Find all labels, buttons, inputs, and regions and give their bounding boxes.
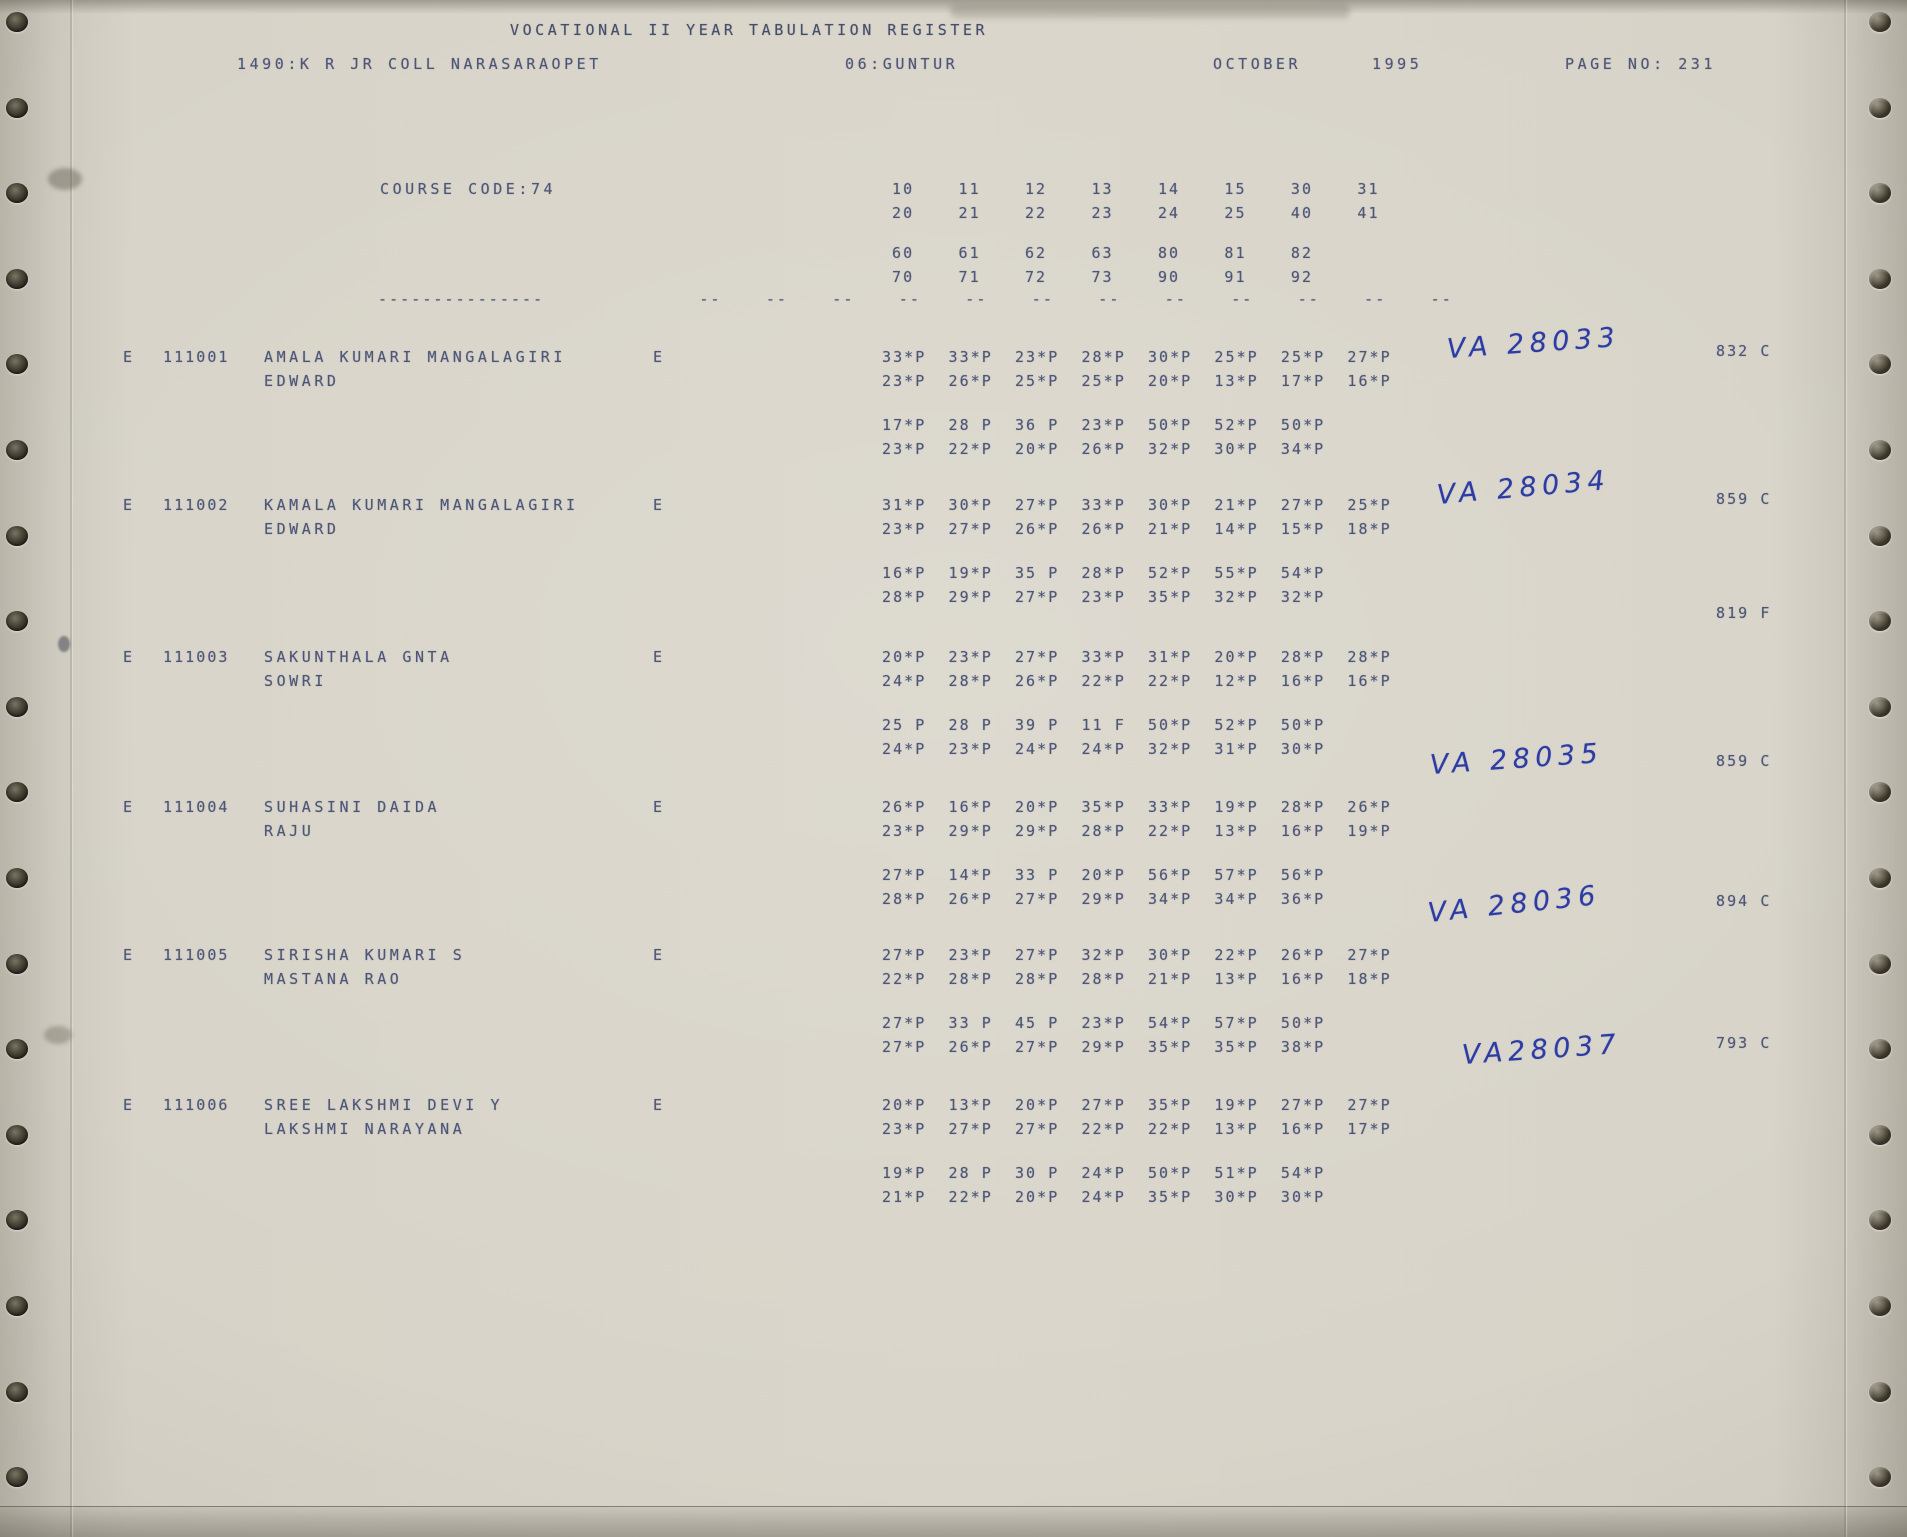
marks-line-1: 33*P 33*P 23*P 28*P 30*P 25*P 25*P 27*P xyxy=(882,348,1392,366)
roll-number: 111006 xyxy=(163,1096,230,1114)
student-name: SUHASINI DAIDA xyxy=(264,798,441,816)
subject-code-row-3: 60 61 62 63 80 81 82 xyxy=(892,244,1314,262)
parent-name: RAJU xyxy=(264,822,315,840)
total-marks-result: 894 C xyxy=(1716,892,1772,910)
punch-hole xyxy=(1869,526,1891,546)
marks-line-1: 20*P 23*P 27*P 33*P 31*P 20*P 28*P 28*P xyxy=(882,648,1392,666)
page-number: PAGE NO: 231 xyxy=(1565,55,1716,73)
marks-line-4: 27*P 26*P 27*P 29*P 35*P 35*P 38*P xyxy=(882,1038,1326,1056)
subject-code-row-1: 10 11 12 13 14 15 30 31 xyxy=(892,180,1380,198)
punch-hole xyxy=(1869,868,1891,888)
student-name: SREE LAKSHMI DEVI Y xyxy=(264,1096,504,1114)
marks-line-4: 23*P 22*P 20*P 26*P 32*P 30*P 34*P xyxy=(882,440,1326,458)
punch-hole xyxy=(1869,954,1891,974)
report-title: VOCATIONAL II YEAR TABULATION REGISTER xyxy=(510,21,989,39)
marks-line-4: 28*P 29*P 27*P 23*P 35*P 32*P 32*P xyxy=(882,588,1326,606)
total-marks-result: 832 C xyxy=(1716,342,1772,360)
subject-code-row-2: 20 21 22 23 24 25 40 41 xyxy=(892,204,1380,222)
medium-flag: E xyxy=(653,946,665,964)
punch-hole xyxy=(1869,98,1891,118)
district-code-name: 06:GUNTUR xyxy=(845,55,959,73)
marks-line-1: 27*P 23*P 27*P 32*P 30*P 22*P 26*P 27*P xyxy=(882,946,1392,964)
parent-name: EDWARD xyxy=(264,520,340,538)
scan-artifact xyxy=(950,4,1350,18)
medium-flag: E xyxy=(653,648,665,666)
parent-name: MASTANA RAO xyxy=(264,970,403,988)
punch-hole xyxy=(6,1210,28,1230)
punch-hole xyxy=(6,98,28,118)
marks-line-1: 26*P 16*P 20*P 35*P 33*P 19*P 28*P 26*P xyxy=(882,798,1392,816)
marks-line-2: 22*P 28*P 28*P 28*P 21*P 13*P 16*P 18*P xyxy=(882,970,1392,988)
medium-flag: E xyxy=(653,348,665,366)
roll-number: 111002 xyxy=(163,496,230,514)
paper-smudge xyxy=(44,1026,72,1044)
punch-hole xyxy=(1869,1125,1891,1145)
medium-flag: E xyxy=(653,798,665,816)
punch-hole xyxy=(6,354,28,374)
tractor-feed-crease-left xyxy=(70,0,72,1537)
total-marks-result: 859 C xyxy=(1716,752,1772,770)
language-flag: E xyxy=(123,798,135,816)
total-marks-result: 819 F xyxy=(1716,604,1772,622)
marks-line-4: 24*P 23*P 24*P 24*P 32*P 31*P 30*P xyxy=(882,740,1326,758)
handwritten-voucher-number: VA 28034 xyxy=(1435,464,1612,511)
language-flag: E xyxy=(123,648,135,666)
punch-hole xyxy=(1869,1467,1891,1487)
punch-hole xyxy=(6,526,28,546)
total-marks-result: 793 C xyxy=(1716,1034,1772,1052)
marks-line-2: 23*P 27*P 26*P 26*P 21*P 14*P 15*P 18*P xyxy=(882,520,1392,538)
tractor-feed-crease-right xyxy=(1844,0,1846,1537)
handwritten-voucher-number: VA 28033 xyxy=(1445,321,1622,365)
separator-line: --------------- -- -- -- -- -- -- -- -- -- -- -- -- xyxy=(378,290,1453,308)
punch-hole xyxy=(6,1039,28,1059)
punch-hole xyxy=(6,269,28,289)
marks-line-3: 17*P 28 P 36 P 23*P 50*P 52*P 50*P xyxy=(882,416,1326,434)
marks-line-3: 27*P 14*P 33 P 20*P 56*P 57*P 56*P xyxy=(882,866,1326,884)
exam-month: OCTOBER xyxy=(1213,55,1302,73)
marks-line-2: 23*P 29*P 29*P 28*P 22*P 13*P 16*P 19*P xyxy=(882,822,1392,840)
marks-line-1: 31*P 30*P 27*P 33*P 30*P 21*P 27*P 25*P xyxy=(882,496,1392,514)
marks-line-3: 16*P 19*P 35 P 28*P 52*P 55*P 54*P xyxy=(882,564,1326,582)
language-flag: E xyxy=(123,496,135,514)
student-name: SIRISHA KUMARI S xyxy=(264,946,466,964)
punch-hole xyxy=(6,1125,28,1145)
marks-line-2: 24*P 28*P 26*P 22*P 22*P 12*P 16*P 16*P xyxy=(882,672,1392,690)
marks-line-2: 23*P 26*P 25*P 25*P 20*P 13*P 17*P 16*P xyxy=(882,372,1392,390)
language-flag: E xyxy=(123,1096,135,1114)
roll-number: 111001 xyxy=(163,348,230,366)
punch-hole xyxy=(1869,354,1891,374)
punch-hole xyxy=(6,1382,28,1402)
subject-code-row-4: 70 71 72 73 90 91 92 xyxy=(892,268,1314,286)
parent-name: EDWARD xyxy=(264,372,340,390)
punch-hole xyxy=(6,697,28,717)
roll-number: 111005 xyxy=(163,946,230,964)
student-name: KAMALA KUMARI MANGALAGIRI xyxy=(264,496,579,514)
punch-hole xyxy=(6,954,28,974)
pen-mark xyxy=(58,636,70,652)
medium-flag: E xyxy=(653,496,665,514)
exam-year: 1995 xyxy=(1372,55,1423,73)
marks-line-1: 20*P 13*P 20*P 27*P 35*P 19*P 27*P 27*P xyxy=(882,1096,1392,1114)
paper-smudge xyxy=(48,168,82,190)
punch-hole xyxy=(6,1296,28,1316)
punch-hole xyxy=(1869,269,1891,289)
punch-hole xyxy=(1869,1039,1891,1059)
punch-hole xyxy=(6,611,28,631)
punch-hole xyxy=(6,868,28,888)
marks-line-3: 25 P 28 P 39 P 11 F 50*P 52*P 50*P xyxy=(882,716,1326,734)
punch-hole xyxy=(1869,782,1891,802)
punch-hole xyxy=(1869,12,1891,32)
marks-line-4: 21*P 22*P 20*P 24*P 35*P 30*P 30*P xyxy=(882,1188,1326,1206)
paper-perforation-seam xyxy=(0,1506,1907,1537)
punch-hole xyxy=(6,12,28,32)
punch-hole xyxy=(1869,697,1891,717)
punch-hole xyxy=(1869,1382,1891,1402)
handwritten-voucher-number: VA 28035 xyxy=(1428,737,1605,781)
punch-hole xyxy=(6,183,28,203)
handwritten-voucher-number: VA 28036 xyxy=(1426,879,1603,929)
parent-name: SOWRI xyxy=(264,672,327,690)
language-flag: E xyxy=(123,946,135,964)
marks-line-3: 19*P 28 P 30 P 24*P 50*P 51*P 54*P xyxy=(882,1164,1326,1182)
parent-name: LAKSHMI NARAYANA xyxy=(264,1120,466,1138)
punch-hole xyxy=(1869,440,1891,460)
marks-line-3: 27*P 33 P 45 P 23*P 54*P 57*P 50*P xyxy=(882,1014,1326,1032)
medium-flag: E xyxy=(653,1096,665,1114)
student-name: AMALA KUMARI MANGALAGIRI xyxy=(264,348,566,366)
punch-hole xyxy=(1869,611,1891,631)
course-code: COURSE CODE:74 xyxy=(380,180,557,198)
punch-hole xyxy=(6,1467,28,1487)
punch-hole xyxy=(6,782,28,802)
punch-hole xyxy=(6,440,28,460)
college-code-name: 1490:K R JR COLL NARASARAOPET xyxy=(237,55,602,73)
roll-number: 111003 xyxy=(163,648,230,666)
marks-line-4: 28*P 26*P 27*P 29*P 34*P 34*P 36*P xyxy=(882,890,1326,908)
punch-hole xyxy=(1869,183,1891,203)
total-marks-result: 859 C xyxy=(1716,490,1772,508)
marks-line-2: 23*P 27*P 27*P 22*P 22*P 13*P 16*P 17*P xyxy=(882,1120,1392,1138)
punch-hole xyxy=(1869,1296,1891,1316)
roll-number: 111004 xyxy=(163,798,230,816)
punch-hole xyxy=(1869,1210,1891,1230)
handwritten-voucher-number: VA28037 xyxy=(1460,1028,1623,1071)
student-name: SAKUNTHALA GNTA xyxy=(264,648,453,666)
language-flag: E xyxy=(123,348,135,366)
